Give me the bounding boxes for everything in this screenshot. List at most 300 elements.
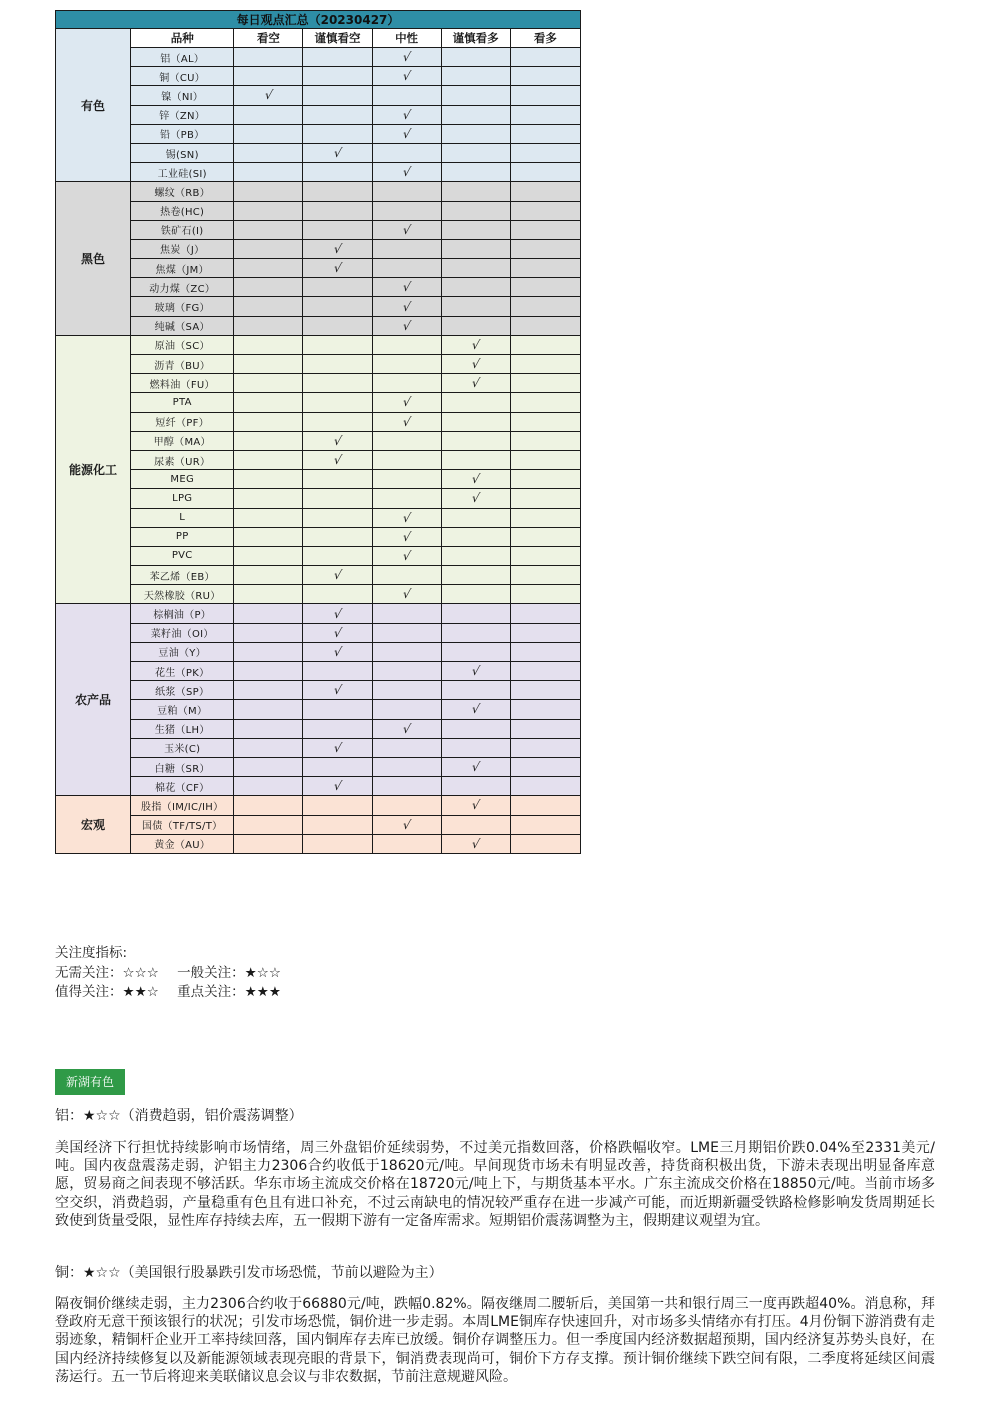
view-cell xyxy=(510,297,580,316)
view-cell xyxy=(372,719,441,738)
view-cell xyxy=(234,450,303,469)
view-cell xyxy=(372,259,441,278)
table-row xyxy=(56,201,581,220)
view-cell xyxy=(441,355,510,374)
check-mark: √ xyxy=(401,222,412,237)
table-row xyxy=(56,67,581,86)
view-cell xyxy=(441,86,510,105)
view-cell xyxy=(303,297,372,316)
group-label: 有色 xyxy=(56,29,131,182)
view-cell xyxy=(303,700,372,719)
view-cell xyxy=(441,719,510,738)
table-row xyxy=(56,546,581,565)
view-cell xyxy=(441,374,510,393)
view-cell xyxy=(234,662,303,681)
view-cell xyxy=(234,393,303,412)
variety-cell: 棕榈油（P） xyxy=(131,604,234,623)
copper-heading: 铜：★☆☆（美国银行股暴跌引发市场恐慌，节前以避险为主） xyxy=(55,1265,443,1281)
check-mark: √ xyxy=(332,146,343,161)
view-cell xyxy=(234,834,303,853)
table-row xyxy=(56,239,581,258)
view-cell xyxy=(510,86,580,105)
view-cell xyxy=(510,662,580,681)
view-cell xyxy=(510,585,580,604)
view-cell xyxy=(234,316,303,335)
view-cell xyxy=(441,623,510,642)
check-mark: √ xyxy=(401,69,412,84)
table-row xyxy=(56,642,581,661)
table-row xyxy=(56,278,581,297)
view-cell xyxy=(510,374,580,393)
column-header: 品种 xyxy=(131,29,234,48)
view-cell xyxy=(234,642,303,661)
view-cell xyxy=(303,604,372,623)
view-cell xyxy=(510,355,580,374)
aluminum-paragraph: 美国经济下行担忧持续影响市场情绪，周三外盘铝价延续弱势，不过美元指数回落，价格跌幅收窄。LME三月期铝价跌0.04%至2331美元/吨。国内夜盘震荡走弱，沪铝主力2306合约收低于18620元/吨。早间现货市场未有明显改善，持货商积极出货，下游未表现出明显备库意愿，贸易商之间表现不够活跃。华东市场主流成交价格在18720元/吨上下，与期货基本平水。广东主流成交价格在18850元/吨。当前市场多空交织，消费趋弱，产量稳重有色且有进口补充，不过云南缺电的情况较严重存在进一步减产可能，而近期新疆受铁路检修影响发货周期延长致使到货量受限，显性库存持续去库，五一假期下游有一定备库需求。短期铝价震荡调整为主，假期建议观望为宜。 xyxy=(55,1140,935,1229)
view-cell xyxy=(372,86,441,105)
variety-cell: 锡(SN) xyxy=(131,143,234,162)
variety-cell: 苯乙烯（EB） xyxy=(131,566,234,585)
table-row xyxy=(56,796,581,815)
table-row xyxy=(56,48,581,67)
view-cell xyxy=(303,374,372,393)
variety-cell: L xyxy=(131,508,234,527)
view-cell xyxy=(234,412,303,431)
view-cell xyxy=(441,527,510,546)
table-row xyxy=(56,834,581,853)
check-mark: √ xyxy=(332,241,343,256)
view-cell xyxy=(372,393,441,412)
check-mark: √ xyxy=(332,606,343,621)
view-cell xyxy=(303,182,372,201)
column-header: 谨慎看多 xyxy=(441,29,510,48)
check-mark: √ xyxy=(401,510,412,525)
check-mark: √ xyxy=(470,664,481,679)
check-mark: √ xyxy=(401,50,412,65)
table-row xyxy=(56,470,581,489)
variety-cell: 动力煤（ZC） xyxy=(131,278,234,297)
variety-cell: 菜籽油（OI） xyxy=(131,623,234,642)
view-cell xyxy=(372,738,441,757)
view-cell xyxy=(441,815,510,834)
check-mark: √ xyxy=(401,107,412,122)
view-cell xyxy=(441,182,510,201)
view-cell xyxy=(303,412,372,431)
view-cell xyxy=(372,278,441,297)
view-cell xyxy=(303,201,372,220)
view-cell xyxy=(441,220,510,239)
check-mark: √ xyxy=(470,702,481,717)
view-cell xyxy=(372,201,441,220)
view-cell xyxy=(441,393,510,412)
table-row xyxy=(56,738,581,757)
view-cell xyxy=(303,777,372,796)
view-cell xyxy=(372,239,441,258)
view-cell xyxy=(510,681,580,700)
view-cell xyxy=(441,450,510,469)
view-cell xyxy=(234,67,303,86)
view-cell xyxy=(441,259,510,278)
column-header: 看多 xyxy=(510,29,580,48)
check-mark: √ xyxy=(470,798,481,813)
variety-cell: 铝（AL） xyxy=(131,48,234,67)
view-cell xyxy=(372,143,441,162)
view-cell xyxy=(441,662,510,681)
table-row xyxy=(56,508,581,527)
view-cell xyxy=(510,278,580,297)
view-cell xyxy=(234,796,303,815)
view-cell xyxy=(441,777,510,796)
view-cell xyxy=(510,796,580,815)
check-mark: √ xyxy=(332,568,343,583)
check-mark: √ xyxy=(401,299,412,314)
view-cell xyxy=(510,450,580,469)
variety-cell: 花生（PK） xyxy=(131,662,234,681)
view-cell xyxy=(441,757,510,776)
variety-cell: 尿素（UR） xyxy=(131,450,234,469)
view-cell xyxy=(303,489,372,508)
view-cell xyxy=(441,796,510,815)
view-cell xyxy=(510,259,580,278)
variety-cell: 纸浆（SP） xyxy=(131,681,234,700)
view-cell xyxy=(510,316,580,335)
view-cell xyxy=(441,297,510,316)
view-cell xyxy=(441,431,510,450)
view-cell xyxy=(372,182,441,201)
table-row xyxy=(56,450,581,469)
view-cell xyxy=(234,566,303,585)
view-cell xyxy=(303,86,372,105)
view-cell xyxy=(303,393,372,412)
view-cell xyxy=(372,815,441,834)
table-header-row xyxy=(56,29,581,48)
attention-row xyxy=(55,983,295,1003)
view-cell xyxy=(510,489,580,508)
view-cell xyxy=(372,757,441,776)
check-mark: √ xyxy=(401,395,412,410)
view-cell xyxy=(234,681,303,700)
view-cell xyxy=(303,527,372,546)
daily-view-table xyxy=(55,10,581,854)
view-cell xyxy=(441,738,510,757)
view-cell xyxy=(303,316,372,335)
view-cell xyxy=(510,719,580,738)
check-mark: √ xyxy=(401,165,412,180)
view-cell xyxy=(372,163,441,182)
view-cell xyxy=(303,335,372,354)
view-cell xyxy=(372,585,441,604)
column-header: 中性 xyxy=(372,29,441,48)
view-cell xyxy=(441,335,510,354)
check-mark: √ xyxy=(332,644,343,659)
view-cell xyxy=(303,566,372,585)
view-cell xyxy=(303,546,372,565)
view-cell xyxy=(441,67,510,86)
variety-cell: PP xyxy=(131,527,234,546)
view-cell xyxy=(510,546,580,565)
variety-cell: 镍（NI） xyxy=(131,86,234,105)
check-mark: √ xyxy=(401,529,412,544)
variety-cell: 股指（IM/IC/IH） xyxy=(131,796,234,815)
view-cell xyxy=(510,335,580,354)
view-cell xyxy=(234,757,303,776)
view-cell xyxy=(234,124,303,143)
variety-cell: 锌（ZN） xyxy=(131,105,234,124)
variety-cell: 原油（SC） xyxy=(131,335,234,354)
view-cell xyxy=(441,470,510,489)
view-cell xyxy=(234,259,303,278)
view-cell xyxy=(234,374,303,393)
check-mark: √ xyxy=(401,126,412,141)
variety-cell: 沥青（BU） xyxy=(131,355,234,374)
check-mark: √ xyxy=(470,472,481,487)
table-row xyxy=(56,335,581,354)
attention-row xyxy=(55,964,295,984)
view-cell xyxy=(303,67,372,86)
table-title: 每日观点汇总（20230427） xyxy=(56,11,581,29)
variety-cell: 铅（PB） xyxy=(131,124,234,143)
variety-cell: 豆粕（M） xyxy=(131,700,234,719)
view-cell xyxy=(234,278,303,297)
table-row xyxy=(56,757,581,776)
check-mark: √ xyxy=(470,760,481,775)
check-mark: √ xyxy=(263,88,274,103)
view-cell xyxy=(441,489,510,508)
view-cell xyxy=(372,297,441,316)
view-cell xyxy=(510,623,580,642)
check-mark: √ xyxy=(332,453,343,468)
variety-cell: 燃料油（FU） xyxy=(131,374,234,393)
table-row xyxy=(56,489,581,508)
table-row xyxy=(56,259,581,278)
view-cell xyxy=(372,220,441,239)
view-cell xyxy=(303,719,372,738)
view-cell xyxy=(372,470,441,489)
view-cell xyxy=(234,355,303,374)
view-cell xyxy=(510,738,580,757)
view-cell xyxy=(372,412,441,431)
view-cell xyxy=(234,815,303,834)
check-mark: √ xyxy=(401,414,412,429)
view-cell xyxy=(303,834,372,853)
view-cell xyxy=(372,335,441,354)
view-cell xyxy=(441,546,510,565)
table-row xyxy=(56,374,581,393)
table-row xyxy=(56,527,581,546)
column-header: 看空 xyxy=(234,29,303,48)
view-cell xyxy=(303,757,372,776)
view-cell xyxy=(234,585,303,604)
view-cell xyxy=(234,738,303,757)
group-label: 能源化工 xyxy=(56,335,131,604)
check-mark: √ xyxy=(332,683,343,698)
view-cell xyxy=(372,834,441,853)
view-cell xyxy=(303,259,372,278)
view-cell xyxy=(372,700,441,719)
view-cell xyxy=(303,450,372,469)
variety-cell: 玻璃（FG） xyxy=(131,297,234,316)
variety-cell: 铜（CU） xyxy=(131,67,234,86)
view-cell xyxy=(510,431,580,450)
variety-cell: 天然橡胶（RU） xyxy=(131,585,234,604)
check-mark: √ xyxy=(332,261,343,276)
view-cell xyxy=(234,239,303,258)
view-cell xyxy=(372,681,441,700)
view-cell xyxy=(372,546,441,565)
view-cell xyxy=(372,450,441,469)
check-mark: √ xyxy=(332,779,343,794)
view-cell xyxy=(303,124,372,143)
variety-cell: PVC xyxy=(131,546,234,565)
view-cell xyxy=(234,470,303,489)
view-cell xyxy=(372,124,441,143)
table-row xyxy=(56,355,581,374)
view-cell xyxy=(441,604,510,623)
view-cell xyxy=(234,700,303,719)
view-cell xyxy=(510,239,580,258)
view-cell xyxy=(372,67,441,86)
view-cell xyxy=(441,163,510,182)
table-row xyxy=(56,431,581,450)
table-row xyxy=(56,412,581,431)
variety-cell: 焦炭（J） xyxy=(131,239,234,258)
table-row xyxy=(56,124,581,143)
table-row xyxy=(56,815,581,834)
view-cell xyxy=(372,431,441,450)
view-cell xyxy=(372,777,441,796)
view-cell xyxy=(441,412,510,431)
view-cell xyxy=(510,220,580,239)
variety-cell: 甲醇（MA） xyxy=(131,431,234,450)
view-cell xyxy=(372,355,441,374)
view-cell xyxy=(372,662,441,681)
view-cell xyxy=(234,335,303,354)
check-mark: √ xyxy=(332,740,343,755)
table-row xyxy=(56,105,581,124)
group-label: 宏观 xyxy=(56,796,131,854)
view-cell xyxy=(372,566,441,585)
view-cell xyxy=(303,470,372,489)
view-cell xyxy=(303,642,372,661)
check-mark: √ xyxy=(401,318,412,333)
check-mark: √ xyxy=(470,836,481,851)
view-cell xyxy=(234,182,303,201)
variety-cell: 热卷(HC) xyxy=(131,201,234,220)
variety-cell: 纯碱（SA） xyxy=(131,316,234,335)
view-cell xyxy=(441,48,510,67)
table-row xyxy=(56,604,581,623)
view-cell xyxy=(372,604,441,623)
view-cell xyxy=(303,355,372,374)
view-cell xyxy=(510,566,580,585)
attention-item: 重点关注：★★★ xyxy=(177,984,281,1000)
view-cell xyxy=(303,738,372,757)
group-label: 农产品 xyxy=(56,604,131,796)
view-cell xyxy=(234,719,303,738)
variety-cell: 玉米(C) xyxy=(131,738,234,757)
view-cell xyxy=(441,316,510,335)
variety-cell: 螺纹（RB） xyxy=(131,182,234,201)
view-cell xyxy=(234,546,303,565)
view-cell xyxy=(510,508,580,527)
check-mark: √ xyxy=(401,721,412,736)
variety-cell: 短纤（PF） xyxy=(131,412,234,431)
view-cell xyxy=(510,201,580,220)
view-cell xyxy=(510,393,580,412)
view-cell xyxy=(303,105,372,124)
view-cell xyxy=(234,489,303,508)
check-mark: √ xyxy=(401,587,412,602)
view-cell xyxy=(510,48,580,67)
column-header: 谨慎看空 xyxy=(303,29,372,48)
view-cell xyxy=(372,105,441,124)
view-cell xyxy=(441,201,510,220)
view-cell xyxy=(510,124,580,143)
check-mark: √ xyxy=(470,376,481,391)
aluminum-heading: 铝：★☆☆（消费趋弱，铝价震荡调整） xyxy=(55,1108,303,1124)
view-cell xyxy=(510,604,580,623)
view-cell xyxy=(441,834,510,853)
view-cell xyxy=(510,777,580,796)
view-cell xyxy=(510,412,580,431)
view-cell xyxy=(234,431,303,450)
attention-legend xyxy=(55,944,295,1003)
view-cell xyxy=(441,566,510,585)
view-cell xyxy=(372,508,441,527)
view-cell xyxy=(372,489,441,508)
view-cell xyxy=(303,508,372,527)
variety-cell: 白糖（SR） xyxy=(131,757,234,776)
view-cell xyxy=(234,220,303,239)
view-cell xyxy=(234,777,303,796)
view-cell xyxy=(510,143,580,162)
variety-cell: PTA xyxy=(131,393,234,412)
variety-cell: 国债（TF/TS/T） xyxy=(131,815,234,834)
view-cell xyxy=(510,757,580,776)
table-row xyxy=(56,623,581,642)
view-cell xyxy=(372,527,441,546)
view-cell xyxy=(303,681,372,700)
variety-cell: LPG xyxy=(131,489,234,508)
view-cell xyxy=(510,700,580,719)
attention-item: 值得关注：★★☆ xyxy=(55,984,159,1000)
view-cell xyxy=(234,623,303,642)
view-cell xyxy=(441,239,510,258)
view-cell xyxy=(303,796,372,815)
table-row xyxy=(56,662,581,681)
view-cell xyxy=(303,163,372,182)
view-cell xyxy=(303,431,372,450)
view-cell xyxy=(510,67,580,86)
view-cell xyxy=(441,642,510,661)
table-row xyxy=(56,143,581,162)
check-mark: √ xyxy=(470,357,481,372)
variety-cell: 豆油（Y） xyxy=(131,642,234,661)
attention-item: 无需关注：☆☆☆ xyxy=(55,964,159,981)
view-cell xyxy=(372,796,441,815)
table-row xyxy=(56,700,581,719)
view-cell xyxy=(441,124,510,143)
view-cell xyxy=(234,163,303,182)
view-cell xyxy=(510,527,580,546)
table-row xyxy=(56,220,581,239)
table-row xyxy=(56,681,581,700)
view-cell xyxy=(441,278,510,297)
view-cell xyxy=(372,374,441,393)
view-cell xyxy=(234,86,303,105)
view-cell xyxy=(234,527,303,546)
table-row xyxy=(56,297,581,316)
